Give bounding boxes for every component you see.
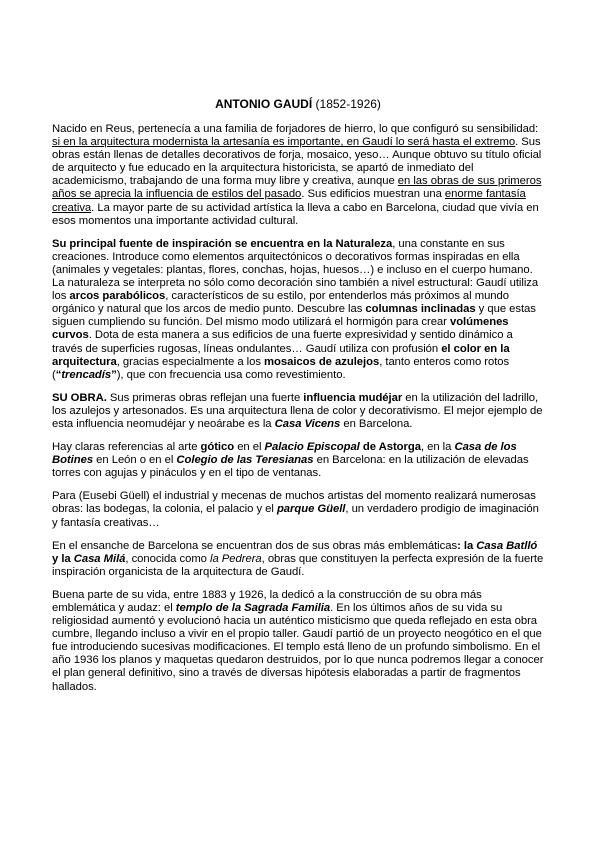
bold-italic-text: Casa Milá (73, 552, 126, 565)
italic-text: la Pedrera (210, 552, 262, 565)
text: Buena parte de su vida, entre 1883 y 1926, la dedicó a la construcción de su obra más emblemática y audaz: el (52, 588, 482, 614)
bold-italic-text: Casa de los Botines (52, 441, 517, 467)
underlined-text: enorme fantasía creativa (52, 188, 526, 214)
underlined-text: si en la arquitectura modernista la artesanía es importante, en Gaudí lo será hasta el extremo (52, 136, 516, 149)
text: Para (Eusebi Güell) el industrial y mecenas de muchos artistas del momento realizará numerosas obras: las bodegas, la colonia, el palacio y el (52, 490, 536, 516)
text: , tanto enteros como rotos ( (52, 355, 510, 381)
bold-text: gótico (200, 441, 235, 454)
paragraph-ensanche (52, 540, 544, 579)
bold-text: Su principal fuente de inspiración se encuentra en la Naturaleza (52, 237, 393, 250)
bold-text: columnas inclinadas (365, 303, 476, 316)
text: Nacido en Reus, pertenecía a una familia de forjadores de hierro, lo que configuró su sensibilidad: (52, 123, 539, 135)
bold-text: SU OBRA. (52, 391, 107, 404)
text: en Barcelona: en la utilización de elevadas torres con agujas y pináculos y en el tipo de ventanas. (52, 454, 529, 480)
title-dates: (1852-1926) (315, 97, 381, 111)
text: en el (234, 441, 265, 454)
text: Hay claras referencias al arte (52, 441, 201, 454)
text: , característicos de su estilo, por entenderlos más próximos al mundo orgánico y natural que los arcos de medio punto. Descubre las (52, 290, 510, 316)
bold-text: ” (111, 368, 117, 381)
bold-italic-text: templo de la Sagrada Familia (175, 602, 331, 614)
text: , un verdadero prodigio de imaginación y fantasía creativas… (52, 503, 539, 529)
text: . En los últimos años de su vida su religiosidad aumentó y evolucionó hacia un auténtico misticismo que queda reflejado en esta obra cumbre, llegando incluso a vivir en el propio taller. Gaudí partió de un proyecto neogótico en el que fue introduciendo sucesivas modificaciones. El templo está lleno de un profundo simbolismo. En el año 1936 los planos y maquetas quedaron destruidos, por lo que nunca podremos llegar a conocer el plan general definitivo, sino a través de diversas hipótesis elaboradas a partir de fragmentos hallados. (52, 602, 544, 693)
text: En el ensanche de Barcelona se encuentran dos de sus obras más emblemáticas (52, 539, 458, 552)
paragraph-nature (52, 238, 544, 382)
bold-italic-text: Casa Batlló (476, 539, 538, 552)
text: en la utilización del ladrillo, los azulejos y artesonados. Es una arquitectura llena de color y decorativismo. El mejor ejemplo de esta influencia neomudéjar y neoárabe es la (52, 391, 543, 430)
bold-italic-text: Palacio Episcopal (264, 441, 360, 454)
bold-text: el color en la arquitectura (52, 342, 510, 368)
bold-text: y la (52, 552, 74, 565)
text: . La mayor parte de su actividad artística la lleva a cabo en Barcelona, ciudad que vivía en esos momentos una importante actividad cultural. (52, 201, 539, 227)
text: y que estas siguen cumpliendo su función. Del mismo modo utilizará el hormigón para crear (52, 303, 536, 329)
text: , conocida como (125, 552, 211, 565)
text: en León o en el (93, 454, 177, 467)
underlined-text: en las obras de sus primeros años se aprecia la influencia de estilos del pasado (52, 175, 542, 201)
paragraph-gothic (52, 441, 544, 480)
text: , una constante en sus creaciones. Introduce como elementos arquitectónicos o decorativos formas inspiradas en ella (animales y vegetales: plantas, flores, conchas, hojas, huesos…) e incluso en el cuerpo humano. La naturaleza se interpreta no sólo como decoración sino también a nivel estructural: Gaudí utiliza los (52, 237, 539, 303)
paragraph-intro (52, 123, 544, 228)
bold-italic-text: parque Güell (276, 503, 346, 516)
text: ), que con frecuencia usa como revestimiento. (116, 368, 346, 381)
bold-italic-text: Colegio de las Teresianas (176, 454, 314, 467)
paragraph-guell (52, 490, 544, 529)
bold-text: “ (55, 368, 62, 381)
bold-text: arcos parabólicos (69, 290, 166, 303)
paragraph-su-obra (52, 392, 544, 431)
bold-italic-text: trencadís (61, 368, 112, 381)
text: . Sus edificios muestran una (301, 188, 445, 201)
bold-text: de Astorga (359, 441, 421, 454)
bold-text: : la (457, 539, 477, 552)
text: Sus primeras obras reflejan una fuerte (106, 391, 304, 404)
text: , gracias especialmente a los (116, 355, 265, 368)
bold-text: mosaicos de azulejos (264, 355, 380, 368)
text: en Barcelona. (340, 417, 413, 430)
text: , en la (420, 441, 455, 454)
bold-italic-text: Casa Vicens (274, 417, 341, 430)
page-title (52, 97, 544, 111)
document-page (52, 97, 544, 704)
text: , obras que constituyen la perfecta expresión de la fuerte inspiración organicista de la arquitectura de Gaudí. (52, 552, 544, 578)
paragraph-sagrada-familia (52, 589, 544, 694)
text: . Dota de esta manera a sus edificios de una fuerte expresividad y sentido dinámico a través de superficies rugosas, líneas ondulantes… Gaudí utiliza con profusión (52, 329, 513, 355)
bold-text: influencia mudéjar (303, 391, 403, 404)
bold-text: volúmenes curvos (52, 316, 509, 342)
text: . Sus obras están llenas de detalles decorativos de forja, mosaico, yeso… Aunque obtuvo su título oficial de arquitecto y fue educado en la arquitectura historicista, se apartó de inmediato del academicismo, trabajando de una forma muy libre y creativa, aunque (52, 136, 542, 188)
title-name: ANTONIO GAUDÍ (215, 97, 313, 111)
